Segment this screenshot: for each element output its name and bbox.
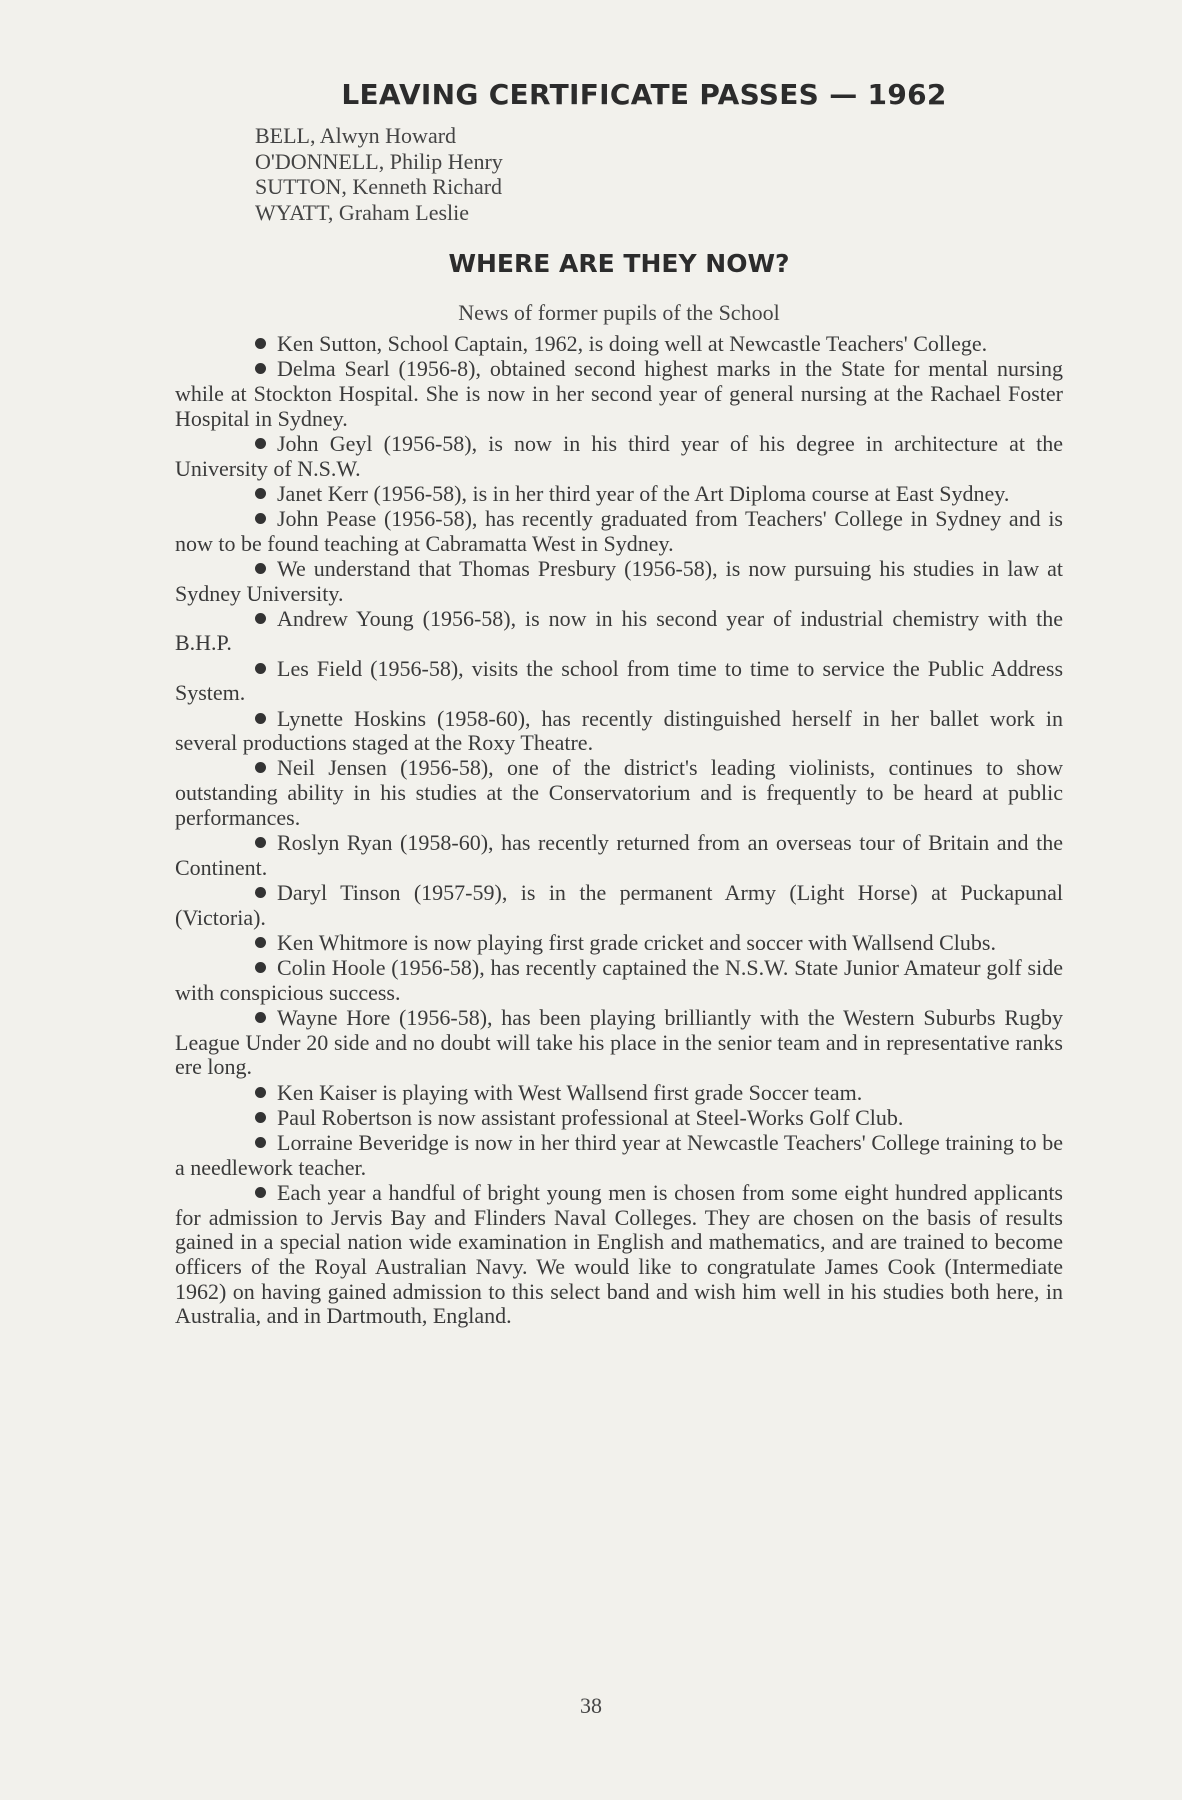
bullet-icon [255,613,266,624]
bullet-icon [255,762,266,773]
news-item [175,1081,1063,1106]
news-item [175,931,1063,956]
news-item-text: John Geyl (1956-58), is now in his third year of his degree in architecture at the University of N.S.W. [175,430,1063,481]
bullet-icon [255,563,266,574]
news-item-text: Neil Jensen (1956-58), one of the district's leading violinists, continues to show outstanding ability in his studies at the Conservatorium and is frequently to be heard at public performances. [175,755,1063,830]
news-item-text: Wayne Hore (1956-58), has been playing brilliantly with the Western Suburbs Rugby League Under 20 side and no doubt will take his place in the senior team and in representative ranks ere long. [175,1004,1063,1080]
bullet-icon [255,663,266,674]
news-item-text: Janet Kerr (1956-58), is in her third year of the Art Diploma course at East Sydney. [277,480,1010,506]
bullet-icon [255,438,266,449]
news-item [175,881,1063,930]
passes-list [255,123,1063,225]
news-item [175,557,1063,606]
bullet-icon [255,1187,266,1198]
bullet-icon [255,1137,266,1148]
news-item-text: Colin Hoole (1956-58), has recently captained the N.S.W. State Junior Amateur golf side with conspicious success. [175,955,1063,1005]
news-item [175,956,1063,1005]
news-item-text: Paul Robertson is now assistant professional at Steel-Works Golf Club. [277,1104,904,1130]
news-item [175,1006,1063,1080]
page-number: 38 [580,1693,602,1718]
pass-name: WYATT, Graham Leslie [255,199,470,225]
news-item [175,357,1063,431]
news-item [175,831,1063,880]
bullet-icon [255,1012,266,1023]
bullet-icon [255,937,266,948]
bullet-icon [255,713,266,724]
pass-name: SUTTON, Kenneth Richard [255,174,503,199]
leaving-certificate-heading: LEAVING CERTIFICATE PASSES — 1962 [341,78,947,111]
news-item-text: Delma Searl (1956-8), obtained second highest marks in the State for mental nursing while at Stockton Hospital. She is now in her second year of general nursing at the Rachael Foster Hospital in Sydney. [175,356,1063,431]
news-item-text: Each year a handful of bright young men is chosen from some eight hundred applicants for admission to Jervis Bay and Flinders Naval Colleges. They are chosen on the basis of results gained in a special nation wide examination in English and mathematics, and are trained to become officers of the Royal Australian Navy. We would like to congratulate James Cook (Intermediate 1962) on having gained admission to this select band and wish him well in his studies both here, in Australia, and in Dartmouth, England. [175,1179,1063,1329]
bullet-icon [255,1087,266,1098]
news-item [175,332,1063,357]
news-item [175,607,1063,656]
news-item-text: Andrew Young (1956-58), is now in his second year of industrial chemistry with the B.H.P. [175,605,1063,656]
news-item-text: Lorraine Beveridge is now in her third year at Newcastle Teachers' College training to be a needlework teacher. [175,1130,1063,1180]
news-item-text: Lynette Hoskins (1958-60), has recently distinguished herself in her ballet work in several productions staged at the Roxy Theatre. [175,705,1063,756]
page-content [175,78,1063,1330]
news-item [175,1181,1063,1329]
news-item [175,1131,1063,1180]
section-title: WHERE ARE THEY NOW? [448,249,790,278]
bullet-icon [255,513,266,524]
news-item-text: We understand that Thomas Presbury (1956-58), is now pursuing his studies in law at Sydney University. [175,555,1063,606]
pass-name: BELL, Alwyn Howard [255,123,457,148]
bullet-icon [255,1112,266,1123]
section-subtitle: News of former pupils of the School [458,300,780,325]
news-item-text: Roslyn Ryan (1958-60), has recently returned from an overseas tour of Britain and the Continent. [175,830,1063,880]
news-item [175,707,1063,756]
pass-name: O'DONNELL, Philip Henry [255,148,503,174]
news-item [175,432,1063,481]
bullet-icon [255,837,266,848]
news-item [175,657,1063,706]
news-item-text: Ken Kaiser is playing with West Wallsend first grade Soccer team. [277,1079,863,1105]
bullet-icon [255,962,266,973]
bullet-icon [255,488,266,499]
news-item-text: Ken Sutton, School Captain, 1962, is doing well at Newcastle Teachers' College. [277,331,988,356]
news-item-text: John Pease (1956-58), has recently graduated from Teachers' College in Sydney and is now to be found teaching at Cabramatta West in Sydney. [175,505,1063,556]
bullet-icon [255,363,266,374]
bullet-icon [255,338,266,349]
news-item [175,482,1063,507]
news-item-text: Les Field (1956-58), visits the school from time to time to service the Public Address System. [175,655,1063,706]
news-item [175,507,1063,556]
news-item-text: Daryl Tinson (1957-59), is in the permanent Army (Light Horse) at Puckapunal (Victoria). [175,879,1063,930]
news-item [175,1106,1063,1131]
bullet-icon [255,887,266,898]
news-item-text: Ken Whitmore is now playing first grade cricket and soccer with Wallsend Clubs. [277,929,996,955]
news-items [175,332,1063,1329]
news-item [175,756,1063,830]
